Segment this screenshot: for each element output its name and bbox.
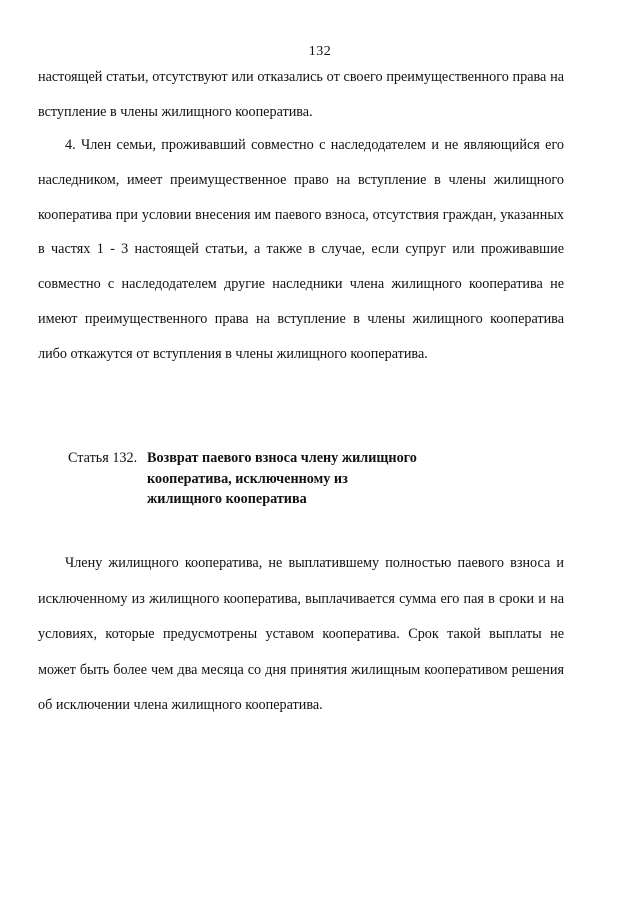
article-body-paragraph: Члену жилищного кооператива, не выплатившему полностью паевого взноса и исключенному из жилищного кооператива, выплачивается сумма его пая в сроки и на условиях, которые предусмотрены уставом кооператива. Срок такой выплаты не может быть более чем два месяца со дня принятия жилищным кооперативом решения об исключении члена жилищного кооператива. [38,555,564,714]
page-number: 132 [308,44,332,59]
article-title: Возврат паевого взноса члену жилищного кооператива, исключенному из жилищного кооператива [147,450,417,507]
paragraph-part-4: 4. Член семьи, проживавший совместно с наследодателем и не являющийся его наследником, имеет преимущественное право на вступление в члены жилищного кооператива при условии внесения им паевого взноса, отсутствия граждан, указанных в частях 1 - 3 настоящей статьи, а также в случае, если супруг или проживавшие совместно с наследодателем другие наследники члена жилищного кооператива не имеют преимущественного права на вступление в члены жилищного кооператива либо откажутся от вступления в члены жилищного кооператива. [38,137,564,362]
article-number: Статья 132. [68,450,138,466]
paragraph-continuation: настоящей статьи, отсутствуют или отказались от своего преимущественного права на вступление в члены жилищного кооператива. [38,69,564,120]
